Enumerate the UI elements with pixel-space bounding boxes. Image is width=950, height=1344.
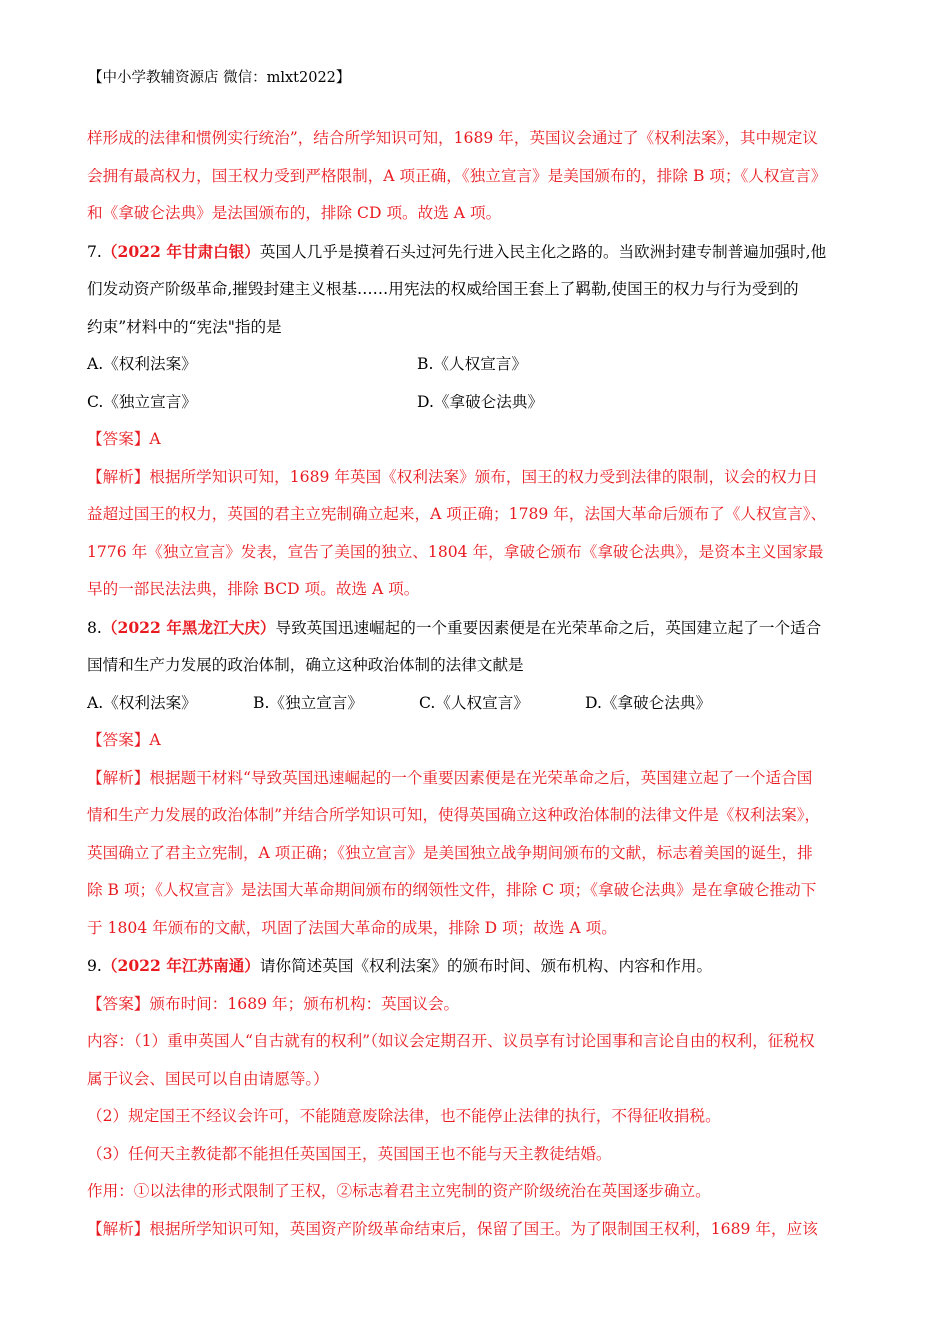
answer-label: 【答案】: [87, 430, 150, 448]
analysis-line: 于 1804 年颁布的文献，巩固了法国大革命的成果，排除 D 项；故选 A 项。: [87, 918, 617, 937]
analysis-line: 英国确立了君主立宪制，A 项正确；《独立宣言》是美国独立战争期间颁布的文献，标志着美国的诞生，排: [87, 843, 813, 862]
stem-line: 英国人几乎是摸着石头过河先行进入民主化之路的。当欧洲封建专制普遍加强时,他: [259, 242, 827, 261]
analysis-text: 根据题干材料“导致英国迅速崛起的一个重要因素便是在光荣革命之后，英国建立起了一个适合国: [149, 768, 813, 787]
option-b: B.《人权宣言》: [417, 355, 527, 373]
analysis-line: 情和生产力发展的政治体制”并结合所学知识可知，使得英国确立这种政治体制的法律文件是《权利法案》，: [87, 806, 821, 824]
analysis-label: 【解析】: [87, 768, 150, 787]
answer-label: 【答案】: [87, 994, 150, 1013]
answer-content-line: （2）规定国王不经议会许可，不能随意废除法律，也不能停止法律的执行，不得征收捐税。: [87, 1107, 721, 1125]
option-row: [87, 685, 863, 723]
page-header: 【中小学教辅资源店 微信：mlxt2022】: [88, 70, 351, 86]
question-number: 8.: [87, 618, 102, 637]
answer-value: A: [149, 430, 161, 448]
stem-line: 请你简述英国《权利法案》的颁布时间、颁布机构、内容和作用。: [259, 957, 713, 975]
question-source: （2022 年甘肃白银）: [101, 241, 260, 261]
option-row: [87, 384, 863, 422]
analysis-line: [87, 760, 863, 798]
stem-line: 导致英国迅速崛起的一个重要因素便是在光荣革命之后，英国建立起了一个适合: [275, 618, 822, 637]
analysis-text: 根据所学知识可知，英国资产阶级革命结束后，保留了国王。为了限制国王权利，1689 年，应该: [149, 1219, 818, 1238]
answer-content-line: 内容：（1）重申英国人“自古就有的权利”（如议会定期召开、议员享有讨论国事和言论自由的权利，征税权: [87, 1032, 815, 1050]
answer-label: 【答案】: [87, 731, 150, 749]
answer-content-line: 作用：①以法律的形式限制了王权，②标志着君主立宪制的资产阶级统治在英国逐步确立。: [87, 1182, 711, 1200]
analysis-label: 【解析】: [87, 467, 150, 486]
option-c: C.《独立宣言》: [87, 392, 197, 411]
option-a: A.《权利法案》: [87, 355, 197, 373]
stem-line: 约束”材料中的“宪法"指的是: [87, 317, 282, 336]
question-source: （2022 年江苏南通）: [101, 956, 260, 975]
intro-line: 样形成的法律和惯例实行统治”，结合所学知识可知，1689 年，英国议会通过了《权利法案》，其中规定议: [87, 129, 818, 147]
question-number: 9.: [87, 957, 102, 975]
option-b: B.《独立宣言》: [253, 693, 363, 712]
analysis-label: 【解析】: [87, 1219, 150, 1238]
intro-line: 和《拿破仑法典》是法国颁布的，排除 CD 项。故选 A 项。: [87, 204, 502, 222]
answer-line: [87, 421, 863, 459]
answer-value: A: [149, 731, 161, 749]
document-body: [87, 120, 863, 1248]
option-d: D.《拿破仑法典》: [585, 693, 712, 712]
answer-content-line: 属于议会、国民可以自由请愿等。）: [87, 1069, 329, 1088]
option-d: D.《拿破仑法典》: [417, 392, 544, 411]
question-number: 7.: [87, 242, 102, 261]
option-a: A.《权利法案》: [87, 693, 197, 712]
stem-line: 们发动资产阶级革命,摧毁封建主义根基……用宪法的权威给国王套上了羁勒,使国王的权力与行为受到的: [87, 280, 799, 298]
option-c: C.《人权宣言》: [419, 693, 529, 712]
intro-line: 会拥有最高权力，国王权力受到严格限制，A 项正确，《独立宣言》是美国颁布的，排除 B 项；《人权宣言》: [87, 166, 827, 185]
analysis-line: 早的一部民法法典，排除 BCD 项。故选 A 项。: [87, 580, 420, 598]
analysis-line: 除 B 项；《人权宣言》是法国大革命期间颁布的纲领性文件，排除 C 项；《拿破仑法典》是在拿破仑推动下: [87, 881, 817, 899]
answer-line: [87, 986, 863, 1024]
analysis-line: 1776 年《独立宣言》发表，宣告了美国的独立、1804 年，拿破仑颁布《拿破仑法典》，是资本主义国家最: [87, 542, 824, 561]
question-7-stem: [87, 233, 863, 272]
answer-line: [87, 722, 863, 760]
analysis-line: [87, 1211, 863, 1249]
analysis-line: 益超过国王的权力，英国的君主立宪制确立起来，A 项正确；1789 年，法国大革命后颁布了《人权宣言》、: [87, 505, 827, 523]
analysis-line: [87, 459, 863, 497]
question-source: （2022 年黑龙江大庆）: [101, 617, 276, 637]
question-8-stem: [87, 609, 863, 648]
analysis-text: 根据所学知识可知，1689 年英国《权利法案》颁布，国王的权力受到法律的限制，议会的权力日: [149, 467, 818, 486]
option-row: [87, 346, 863, 384]
answer-value: 颁布时间：1689 年；颁布机构：英国议会。: [149, 994, 460, 1013]
answer-content-line: （3）任何天主教徒都不能担任英国国王，英国国王也不能与天主教徒结婚。: [87, 1144, 612, 1163]
question-9-stem: [87, 947, 863, 986]
stem-line: 国情和生产力发展的政治体制，确立这种政治体制的法律文献是: [87, 656, 524, 674]
